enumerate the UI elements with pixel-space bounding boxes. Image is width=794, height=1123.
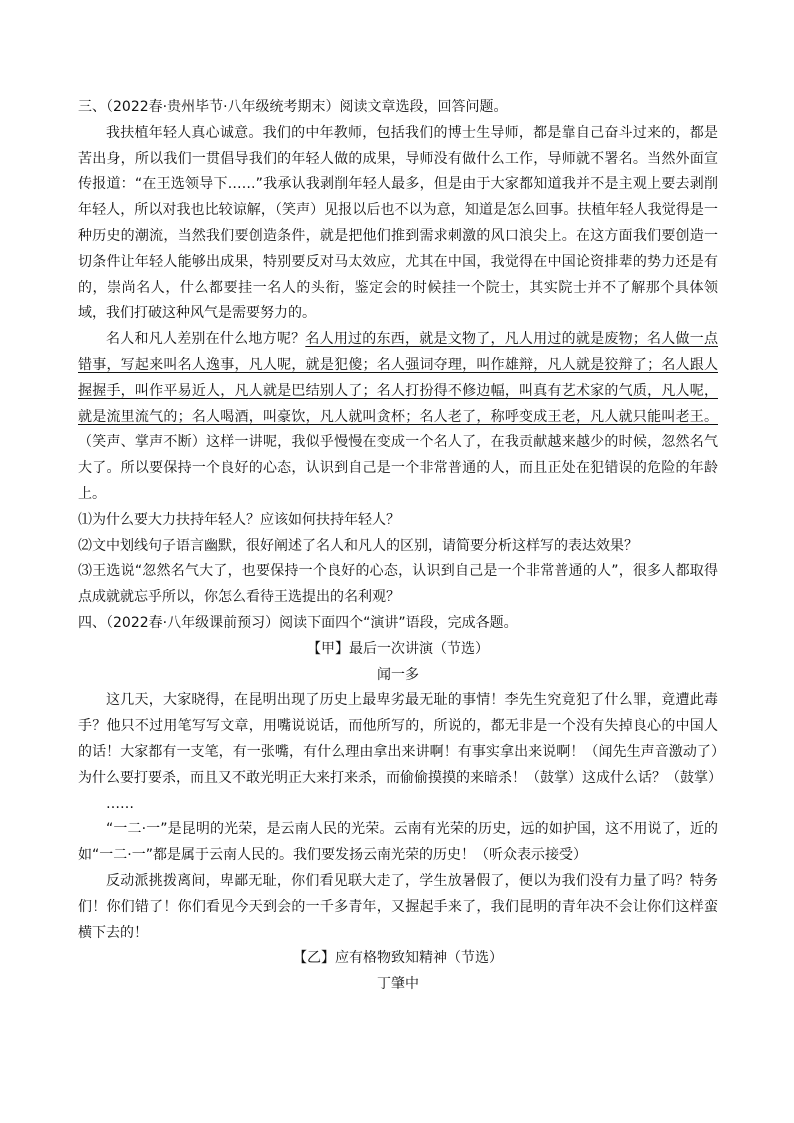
jia-title: 【甲】最后一次讲演（节选） (307, 640, 489, 657)
jia-ellipsis: …… (106, 795, 134, 812)
section3-paragraph-2 (78, 327, 718, 508)
question-3: ⑶王选说“忽然名气大了，也要保持一个良好的心态，认识到自己是一个非常普通的人”，很多人都取得点成就就忘乎所以，你怎么看待王选提出的名利观？ (78, 563, 718, 606)
para2-start: 名人和凡人差别在什么地方呢？ (106, 331, 306, 348)
jia-author: 闻一多 (377, 666, 419, 683)
jia-paragraph-2: “一二·一”是昆明的光荣，是云南人民的光荣。云南有光荣的历史，远的如护国，这不用说了，近的如“一二·一”都是属于云南人民的。我们要发扬云南光荣的历史！（听众表示接受） (78, 821, 718, 864)
underlined-sentence: 名人用过的东西，就是文物了，凡人用过的就是废物；名人做一点错事，写起来叫名人逸事，凡人呢，就是犯傻；名人强词夺理，叫作雄辩，凡人就是狡辩了；名人跟人握握手，叫作平易近人，凡人就是巴结别人了；名人打扮得不修边幅，叫真有艺术家的气质，凡人呢，就是流里流气的；名人喝酒，叫豪饮，凡人就叫贪杯；名人老了，称呼变成王老，凡人就只能叫老王。 (78, 331, 719, 425)
jia-paragraph-1: 这几天，大家晓得，在昆明出现了历史上最卑劣最无耻的事情！李先生究竟犯了什么罪，竟遭此毒手？他只不过用笔写写文章，用嘴说说话，而他所写的，所说的，都无非是一个没有失掉良心的中国人的话！大家都有一支笔，有一张嘴，有什么理由拿出来讲啊！有事实拿出来说啊！（闻先生声音激动了）为什么要打要杀，而且又不敢光明正大来打来杀，而偷偷摸摸的来暗杀！（鼓掌）这成什么话？（鼓掌） (78, 692, 722, 786)
section3-paragraph-1: 我扶植年轻人真心诚意。我们的中年教师，包括我们的博士生导师，都是靠自己奋斗过来的，都是苦出身，所以我们一贯倡导我们的年轻人做的成果，导师没有做什么工作，导师就不署名。当然外面宣传报道：“在王选领导下……”我承认我剥削年轻人最多，但是由于大家都知道我并不是主观上要去剥削年轻人，所以对我也比较谅解，（笑声）见报以后也不以为意，知道是怎么回事。扶植年轻人我觉得是一种历史的潮流，当然我们要创造条件，就是把他们推到需求刺激的风口浪尖上。在这方面我们要创造一切条件让年轻人能够出成果，特别要反对马太效应，尤其在中国，我觉得在中国论资排辈的势力还是有的，崇尚名人，什么都要挂一名人的头衔，鉴定会的时候挂一个院士，其实院士并不了解那个具体领域，我们打破这种风气是需要努力的。 (78, 124, 718, 322)
question-2: ⑵文中划线句子语言幽默，很好阐述了名人和凡人的区别，请简要分析这样写的表达效果？ (78, 537, 638, 554)
para2-end: （笑声、掌声不断）这样一讲呢，我似乎慢慢在变成一个名人了，在我贡献越来越少的时候，忽然名气大了。所以要保持一个良好的心态，认识到自己是一个非常普通的人，而且正处在犯错误的危险的年龄上。 (78, 434, 718, 502)
yi-author: 丁肇中 (377, 976, 419, 993)
jia-paragraph-3: 反动派挑拨离间，卑鄙无耻，你们看见联大走了，学生放暑假了，便以为我们没有力量了吗？特务们！你们错了！你们看见今天到会的一千多青年，又握起手来了，我们昆明的青年决不会让你们这样蛮横下去的！ (78, 872, 718, 941)
document-page (78, 95, 722, 998)
section4-heading: 四、（2022春·八年级课前预习）阅读下面四个“演讲”语段，完成各题。 (78, 614, 518, 631)
yi-title: 【乙】应有格物致知精神（节选） (293, 950, 503, 967)
section3-heading: 三、（2022春·贵州毕节·八年级统考期末）阅读文章选段，回答问题。 (78, 99, 508, 115)
question-1: ⑴为什么要大力扶持年轻人？应该如何扶持年轻人？ (78, 511, 400, 528)
